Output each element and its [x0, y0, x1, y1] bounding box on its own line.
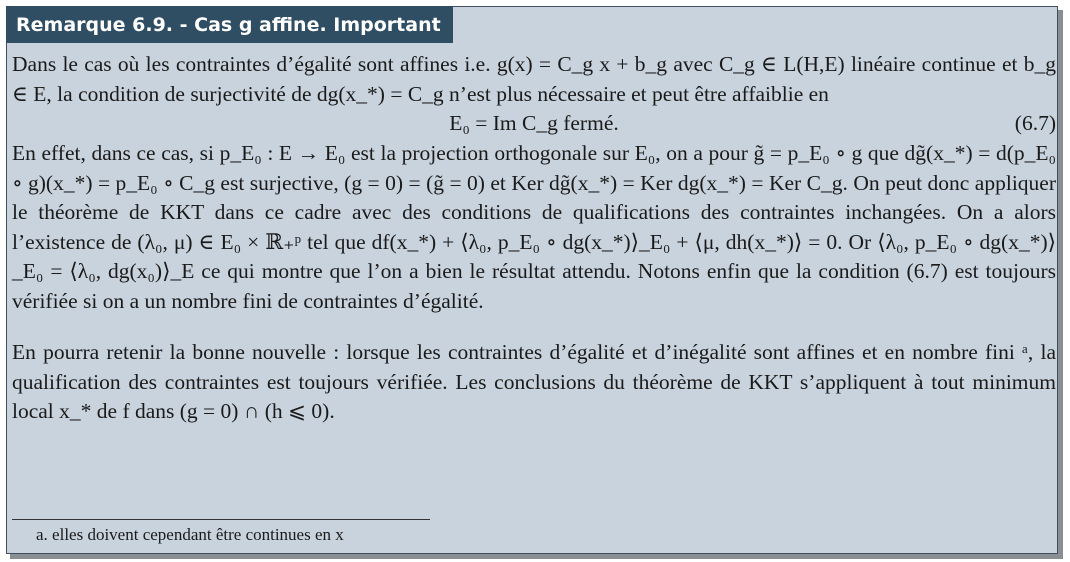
- remark-content: [12, 50, 1056, 427]
- equation: E₀ = Im C_g fermé.: [449, 111, 619, 135]
- box-shadow-right: [1058, 10, 1063, 558]
- paragraph-3: En pourra retenir la bonne nouvelle : lorsque les contraintes d’égalité et d’inégalité sont affines et en nombre fini ᵃ, la qualification des contraintes est toujours vérifiée. Les conclusions du théorème de KKT s’appliquent à tout minimum local x_* de f dans (g = 0) ∩ (h ⩽ 0).: [12, 340, 1056, 423]
- paragraph-1: Dans le cas où les contraintes d’égalité sont affines i.e. g(x) = C_g x + b_g avec C_g ∈ L(H,E) linéaire continue et b_g ∈ E, la condition de surjectivité de dg(x_*) = C_g n’est plus nécessaire et peut être affaiblie en: [12, 52, 1056, 106]
- box-shadow-bottom: [10, 554, 1063, 559]
- equation-number: (6.7): [1014, 111, 1056, 135]
- equation-line: [12, 109, 1056, 139]
- paragraph-2: En effet, dans ce cas, si p_E₀ : E → E₀ est la projection orthogonale sur E₀, on a pour g̃ = p_E₀ ∘ g que dg̃(x_*) = d(p_E₀ ∘ g)(x_*) = p_E₀ ∘ C_g est surjective, (g = 0) = (g̃ = 0) et Ker dg̃(x_*) = Ker dg(x_*) = Ker C_g. On peut donc appliquer le théorème de KKT dans ce cadre avec des conditions de qualifications des contraintes inchangées. On a alors l’existence de (λ₀, μ) ∈ E₀ × ℝ₊ᵖ tel que df(x_*) + ⟨λ₀, p_E₀ ∘ dg(x_*)⟩_E₀ + ⟨μ, dh(x_*)⟩ = 0. Or ⟨λ₀, p_E₀ ∘ dg(x_*)⟩_E₀ = ⟨λ₀, dg(x₀)⟩_E ce qui montre que l’on a bien le résultat attendu. Notons enfin que la condition (6.7) est toujours vérifiée si on a un nombre fini de contraintes d’égalité.: [12, 141, 1056, 313]
- footnote: a. elles doivent cependant être continues en x: [36, 525, 344, 544]
- remark-title: Remarque 6.9. - Cas g affine. Important: [6, 6, 453, 43]
- paragraph-gap: [12, 316, 1056, 338]
- footnote-rule: [12, 519, 430, 520]
